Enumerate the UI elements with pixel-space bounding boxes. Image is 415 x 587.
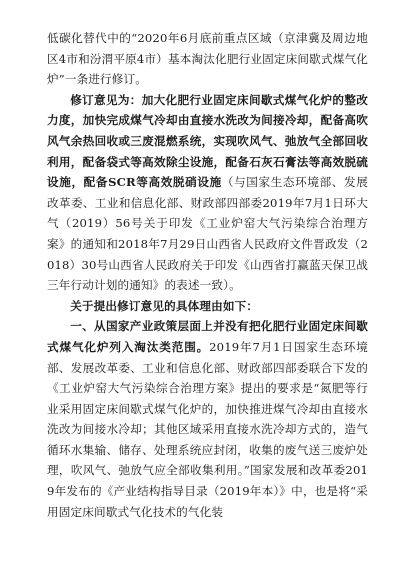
text-run: 低碳化替代中的“2020年6月底前重点区域（京津冀及周边地区4市和汾渭平原4市）基本淘汰化肥行业固定床间歇式煤气化炉”一条进行修订。 [47, 31, 368, 87]
text-run-bold: 一、从国家产业政策层面上并没有把化肥行业固定床间歇式煤气化炉列入淘汰类范围。 [47, 319, 368, 354]
text-run: 2019年7月1日国家生态环境部、发展改革委、工业和信息化部、财政部四部委联合下发的《工业炉窑大气污染综合治理方案》提出的要求是“氮肥等行业采用固定床间歇式煤气化炉的，加快推进煤气冷却由直接水洗改为间接水冷却；其他区域采用直接水洗冷却方式的，造气循环水集输、储存、处理系统应封闭，收集的废气送三废炉处理，吹风气、弛放气应全部收集利用。”国家发展和改革委2019年发布的《产业结构指导目录（2019年本）》中，也是将“采用固定床间歇式气化技术的气化装 [47, 339, 368, 519]
text-run-bold: 修订意见为：加大化肥行业固定床间歇式煤气化炉的整改力度，加快完成煤气冷却由直接水洗改为间接冷却，配备高吹风气余热回收或三废混燃系统，实现吹风气、弛放气全部回收利用，配备袋式等高效除尘设施，配备石灰石膏法等高效脱硫设施，配备SCR等高效脱硝设施 [47, 92, 368, 190]
paragraph-reasons-heading [47, 296, 368, 317]
text-run: （与国家生态环境部、发展改革委、工业和信息化部、财政部四部委2019年7月1日环大气（2019）56号关于印发《工业炉窑大气污染综合治理方案》的通知和2018年7月29日山西省人民政府文件晋政发（2018）30号山西省人民政府关于印发《山西省打赢蓝天保卫战三年行动计划的通知》的表述一致）。 [47, 175, 368, 293]
text-run-bold: 关于提出修订意见的具体理由如下： [70, 298, 259, 313]
paragraph-continuation [47, 28, 368, 90]
paragraph-reason-one [47, 316, 368, 522]
paragraph-revision-opinion [47, 90, 368, 296]
